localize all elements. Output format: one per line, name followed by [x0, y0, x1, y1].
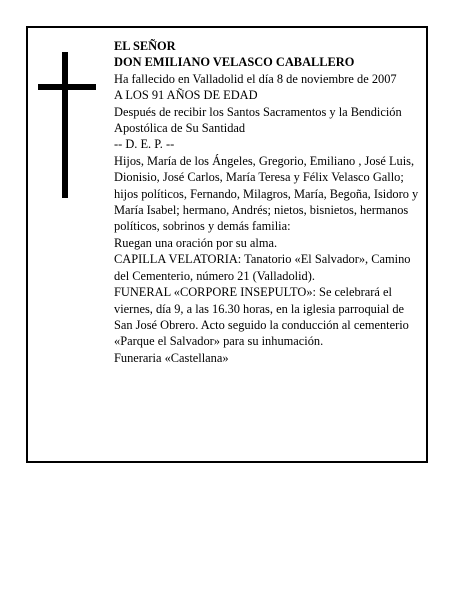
prayer-request: Ruegan una oración por su alma. — [114, 235, 278, 250]
rip-line: -- D. E. P. -- — [114, 137, 175, 152]
deceased-name: DON EMILIANO VELASCO CABALLERO — [114, 55, 355, 70]
obituary-text — [114, 38, 422, 366]
age-line: A LOS 91 AÑOS DE EDAD — [114, 88, 258, 103]
funeral-home: Funeraria «Castellana» — [114, 350, 229, 365]
cross-vertical-bar — [62, 52, 68, 198]
cross-horizontal-bar — [38, 84, 96, 90]
honorific-line: EL SEÑOR — [114, 39, 176, 53]
funeral-info: FUNERAL «CORPORE INSEPULTO»: Se celebrará el viernes, día 9, a las 16.30 horas, en la iglesia parroquial de San José Obrero. Acto seguido la conducción al cementerio «Parque el Salvador» para su inhumación. — [114, 285, 409, 349]
sacraments-line: Después de recibir los Santos Sacramentos y la Bendición Apostólica de Su Santidad — [114, 104, 402, 136]
chapel-info: CAPILLA VELATORIA: Tanatorio «El Salvador», Camino del Cementerio, número 21 (Valladolid). — [114, 252, 411, 283]
death-date-line: Ha fallecido en Valladolid el día 8 de noviembre de 2007 — [114, 71, 397, 86]
family-paragraph: Hijos, María de los Ángeles, Gregorio, Emiliano , José Luis, Dionisio, José Carlos, María Teresa y Félix Velasco Gallo; hijos políticos, Fernando, Milagros, María, Begoña, Isidoro y María Isabel; hermano, Andrés; nietos, bisnietos, hermanos políticos, sobrinos y demás familia: — [114, 153, 419, 234]
latin-cross-icon — [38, 52, 96, 198]
